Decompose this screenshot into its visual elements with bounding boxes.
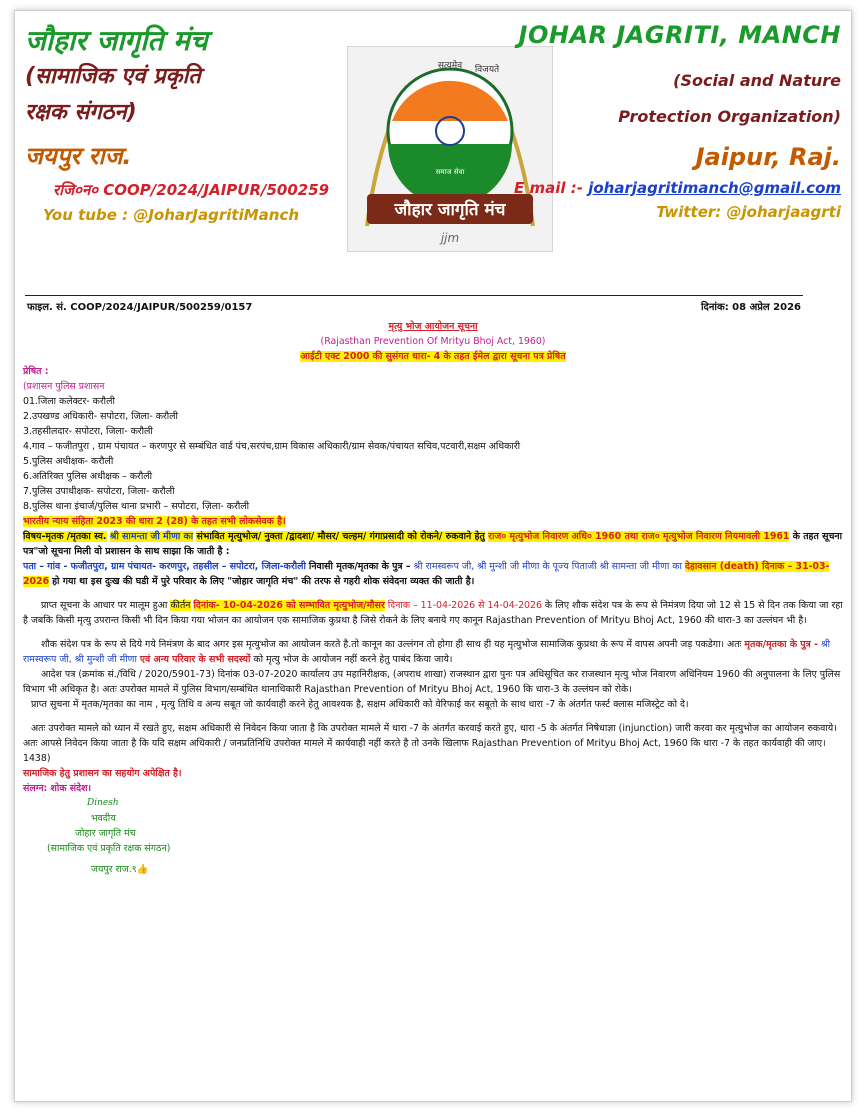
logo-motto-1: सत्यमेव [437, 61, 463, 71]
paragraph-4: प्राप्त सुचना में मृतक/मृतका का नाम , मृत्यु तिथि व अन्य सबूत जो कार्यवाही करने हेतु आवश्यक है, सक्षम अधिकारी को वेरिफाई कर सबूतो के साथ धारा -7 के अंतर्गत फर्स्ट क्लास मजिस्ट्रेट को दे। [31, 699, 689, 710]
letter-body [23, 319, 843, 877]
para-part: शौक संदेश पत्र के रूप से दिये गये निमंत्रण के बाद अगर इस मृत्युभोज का आयोजन करते है.तो कानून का उल्लंगन तो होगा ही साथ ही यह मृत्युभोज सामाजिक कुप्रथा के रूप में वापस अपनी जड़ पकडेगा। अतः [41, 639, 742, 650]
logo-ribbon: समाज सेवा [435, 168, 465, 176]
header-divider [25, 295, 803, 296]
subject-part: विषय-मृतक /मृतका स्व. [23, 531, 107, 542]
recipient-item: 8.पुलिस थाना इंचार्ज/पुलिस थाना प्रभारी – सपोटरा, ज़िला- करौली [23, 501, 250, 512]
email-label: E mail :- [514, 179, 583, 197]
signature-subtitle: (सामाजिक एवं प्रकृति रक्षक संगठन) [47, 843, 171, 854]
paragraph-2 [23, 637, 843, 667]
email-link[interactable]: joharjagritimanch@gmail.com [588, 179, 841, 197]
address-part: निवासी मृतक/मृतका के पुत्र – [308, 561, 411, 572]
recipient-item: 4.गाव – फजीतपुरा , ग्राम पंचायत – करणपुर से सम्बंधित वार्ड पंच,सरपंच,ग्राम विकास अधिकारी/ग्राम सेवक/पंचायत सचिव,पटवारी,सक्षम अधिकारी [23, 441, 520, 452]
it-act-text: आईटी एक्ट 2000 की सुसंगत धारा- 4 के तहत ईमेल द्वारा सूचना पत्र प्रेषित [300, 351, 566, 362]
signature-mark: Dinesh [87, 798, 119, 808]
sent-to-label: प्रेषित : [23, 366, 49, 377]
enclosure-line: संलग्न: शोक संदेश। [23, 783, 92, 794]
address-part: के पूज्य पिताजी श्री सामन्ता जी मीणा का [542, 561, 682, 572]
logo-motto-2: विजयते [474, 65, 500, 75]
twitter-handle: Twitter: @joharjaagrti [656, 203, 841, 221]
signature-block [47, 796, 843, 877]
cooperation-line: सामाजिक हेतु प्रशासन का सहयोग अपेक्षित है। [23, 768, 182, 779]
subject-part: श्री सामन्ता जी मीणा का [109, 531, 194, 542]
para-part: मृतक/मृतका के पुत्र - [744, 639, 818, 650]
org-subtitle-hindi-1: (सामाजिक एवं प्रकृति [25, 64, 201, 89]
recipient-item: 5.पुलिस अधीक्षक- करौली [23, 456, 114, 467]
logo-banner: जौहार जागृति मंच [394, 200, 506, 220]
letter-page [14, 10, 852, 1102]
bns-line [23, 514, 843, 529]
signature-city: जयपुर राज.९👍 [91, 864, 149, 875]
address-part: देहावसान (death) दिनाक – 31-03-2026 [23, 561, 830, 587]
bns-text: भारतीय न्याय संहिता 2023 की धारा 2 (28) के तहत सभी लोकसेवक है। [23, 516, 286, 527]
subject-part: के तहत सूचना पत्र"जो सूचना मिली वो प्रशासन के साथ साझा कि जाती है : [23, 531, 843, 557]
recipient-item: 01.जिला कलेक्टर- करौली [23, 396, 115, 407]
it-act-line [23, 349, 843, 364]
file-number: फाइल. सं. COOP/2024/JAIPUR/500259/0157 [27, 302, 253, 313]
address-part: पता – गांव - फजीतपुरा, ग्राम पंचायत- करणपुर, तहसील – सपोटरा, जिला-करौली [23, 561, 306, 572]
address-part: श्री रामस्वरूप जी, श्री मुन्शी जी मीणा [413, 561, 540, 572]
signature-org: जोहार जागृति मंच [75, 828, 136, 839]
para-part: दिनांक- 10-04-2026 को सम्भावित मृत्युभोज/मौसर [193, 600, 385, 611]
subject-part: संभावित मृत्युभोज/ नुक्ता /द्वादशा/ मौसर/ चल्हम/ गंगाप्रसादी को रोकने/ रुकवाने हेतु [196, 531, 485, 542]
para-part: प्राप्त सूचना के आधार पर मालूम हुआ [41, 600, 168, 611]
recipient-item: 3.तहसीलदार- सपोटरा, जिला- करौली [23, 426, 153, 437]
admin-heading: (प्रशासन पुलिस प्रशासन [23, 381, 105, 392]
para-part: के लिए शौक संदेश पत्र के रूप से निमंत्रण दिया जो 12 से 15 से दिन तक किया जा रहा है जबकि किसी मृत्यु उपरान्त किसी भी दिन किया गया भोजन का आयोजन एक सामाजिक कुप्रथा है जिसे रोकने के लिए बनाये गए कानून Rajasthan Prevention of Mrityu Bhoj Act, 1960 की धारा-3 का उल्लंघन भी है। [23, 600, 843, 626]
recipient-item: 2.उपखण्ड अधिकारी- सपोटरा, जिला- करौली [23, 411, 178, 422]
paragraph-1 [23, 598, 843, 628]
org-name-hindi: जौहार जागृति मंच [25, 24, 208, 57]
letter-date: दिनांक: 08 अप्रेल 2026 [700, 302, 801, 313]
para-part: श्री रामस्वरूप जी, श्री मुन्शी जी मीणा [23, 639, 831, 665]
act-title: (Rajasthan Prevention Of Mrityu Bhoj Act, 1960) [320, 336, 546, 347]
org-name-english: JOHAR JAGRITI, MANCH [518, 21, 841, 49]
signature-yours: भवदीय [91, 813, 116, 824]
org-subtitle-english-1: (Social and Nature [673, 71, 841, 90]
org-subtitle-english-2: Protection Organization) [618, 107, 841, 126]
header-right [511, 21, 841, 221]
youtube-handle: You tube : @JoharJagritiManch [43, 206, 300, 224]
registration-number: रजि०न० COOP/2024/JAIPUR/500259 [53, 181, 330, 199]
subject-part: राज० मृत्युभोज निवारण अधि० 1960 तथा राज० मृत्युभोज निवारण नियमावली 1961 [488, 531, 790, 542]
para-part: को मृत्यु भोज के आयोजन नहीं करने हेतु पाबंद किया जाये। [253, 654, 453, 665]
subject-line [23, 529, 843, 559]
address-part: हो गया था इस दुःख की घडी में पुरे परिवार के लिए "जोहार जागृति मंच" की तरफ से गहरी शोक संवेदना व्यक्त की जाती है। [52, 576, 475, 587]
para-part: कीर्तन [170, 600, 191, 611]
para-part: एवं अन्य परिवार के सभी सदस्यों [139, 654, 251, 665]
city-english: Jaipur, Raj. [695, 143, 841, 171]
city-hindi: जयपुर राज. [25, 142, 132, 170]
recipient-item: 7.पुलिस उपाधीक्षक- सपोटरा, जिला- करौली [23, 486, 175, 497]
subject-title: मृत्यु भोज आयोजन सूचना [388, 321, 478, 332]
paragraph-5: अतः उपरोक्त मामले को ध्यान में रखते हुए, सक्षम अधिकारी से निवेदन किया जाता है कि उपरोक्त मामले में धारा -7 के अंतर्गत करवाई करते हुए, धारा -5 के अंतर्गत निषेधाज्ञा (injunction) जारी करवा कर मृत्युभोज का आयोजन रुकवाये। [31, 723, 837, 734]
para-part: दिनाक – 11-04-2026 से 14-04-2026 [387, 600, 542, 611]
header-left [25, 21, 355, 224]
org-subtitle-hindi-2: रक्षक संगठन) [25, 100, 137, 125]
recipient-item: 6.अतिरिक्त पुलिस अधीक्षक – करौली [23, 471, 153, 482]
address-line [23, 559, 843, 589]
paragraph-3: आदेश पत्र (क्रमांक सं./विधि / 2020/5901-73) दिनांक 03-07-2020 कार्यालय उप महानिरीक्षक, (अपराध शाखा) राजस्थान द्वारा पुनः पत्र अधिसूचित कर राजस्थान मृत्यु भोज निवारण अधिनियम 1960 की अनुपालना के लिए पुलिस विभाग भी अधिकृत है। अतः उपरोक्त मामले में पुलिस विभाग/सम्बंधित थानाधिकारी Rajasthan Prevention of Mrityu Bhoj Act, 1960 कि धारा-3 के उल्लंघन को रोके। [23, 669, 841, 695]
email-line [511, 179, 841, 197]
paragraph-6: अतः आपसे निवेदन किया जाता है कि यदि सक्षम अधिकारी / जनप्रतिनिधि उपरोक्त मामले में कार्यवाही नहीं करते है तो उनके खिलाफ Rajasthan Prevention of Mrityu Bhoj Act, 1960 कि धारा -7 के तहत कार्यवाही की जाए।1438) [23, 738, 826, 764]
logo-initials: jjm [440, 231, 460, 245]
